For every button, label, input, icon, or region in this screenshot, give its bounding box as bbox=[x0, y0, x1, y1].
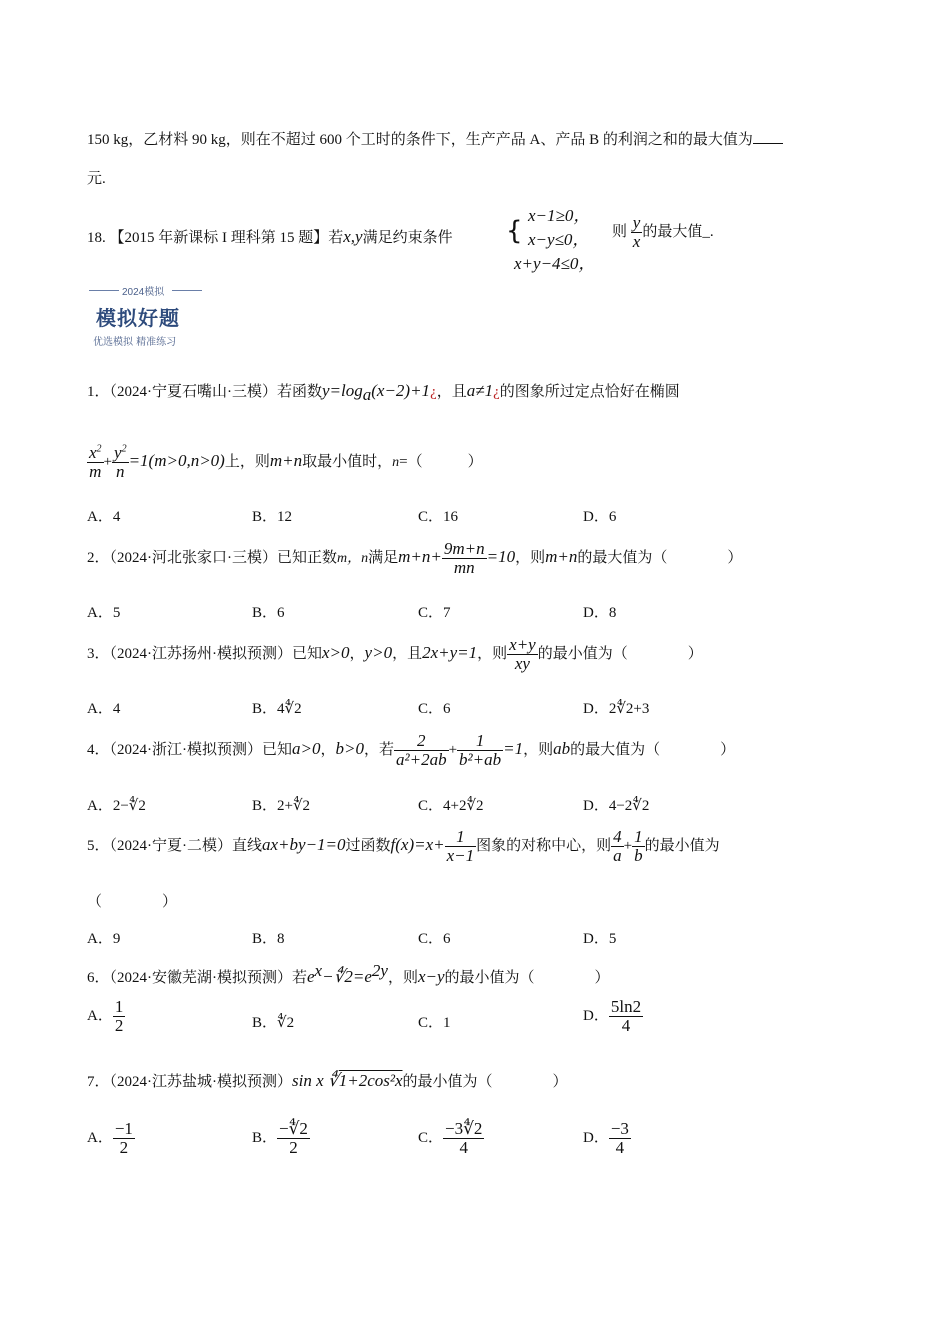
p4-fraction-2: $\frac{1}{\text{b²+ab}}$ bbox=[459, 731, 502, 769]
p5-fraction-f: $\frac{1}{x-1}$ bbox=[446, 827, 475, 865]
problem-1-stem-2: $\frac{x^2}{m}$ + $\frac{y^2}{n}$ =1(m>0,n>0)上，则m+n取最小值时，n=（ ） bbox=[89, 443, 483, 481]
p4-option-a[interactable]: A．2−∜2 bbox=[87, 798, 146, 814]
q18-stem: 18. 【2015 年新课标 I 理科第 15 题】若x,y满足约束条件 bbox=[87, 227, 453, 246]
p2-option-b[interactable]: B．6 bbox=[252, 605, 285, 621]
p7-option-b[interactable]: B． $\frac{-∜2}{2}$ bbox=[252, 1119, 308, 1157]
p7-option-d[interactable]: D． $\frac{-3}{4}$ bbox=[583, 1119, 629, 1157]
problem-2-stem: 2．（2024·河北张家口·三模）已知正数m，n满足m+n+ $\frac{9m+n}{mn}$ =10，则m+n的最大值为（ ） bbox=[87, 539, 743, 577]
problem-1-stem: 1．（2024·宁夏石嘴山·三模）若函数$y=\log_a(x-2)+1¿$，且a≠1¿的图象所过定点恰好在椭圆 bbox=[87, 381, 680, 404]
p3-option-c[interactable]: C．6 bbox=[418, 701, 451, 717]
p7-option-b-frac: $\frac{-∜2}{2}$ bbox=[279, 1119, 308, 1157]
p2-option-a[interactable]: A．5 bbox=[87, 605, 121, 621]
p1-option-b[interactable]: B．12 bbox=[252, 509, 293, 525]
badge-top-text: 2024模拟 bbox=[122, 287, 165, 298]
p7-option-c-frac: $\frac{-3∜2}{4}$ bbox=[445, 1119, 483, 1157]
p1-option-c[interactable]: C．16 bbox=[418, 509, 459, 525]
problem-3-stem: 3．（2024·江苏扬州·模拟预测）已知x>0，y>0，且2x+y=1，则 $\frac{x+y}{xy}$ 的最小值为（ ） bbox=[87, 635, 703, 673]
problem-6-stem: 6．（2024·安徽芜湖·模拟预测）若$e^x-∜2=e^{2y}$，则x−y的最小值为（ ） bbox=[87, 961, 610, 986]
intro-line-1: 150 kg，乙材料 90 kg，则在不超过 600 个工时的条件下，生产产品 A、产品 B 的利润之和的最大值为 bbox=[87, 128, 783, 149]
p5-fraction-b: $\frac{1}{b}$ bbox=[634, 827, 643, 865]
q18-brace: { bbox=[506, 216, 523, 246]
q18-fraction: $\frac{y}{x}$ bbox=[632, 213, 641, 251]
problem-7-stem: 7．（2024·江苏盐城·模拟预测）sin x ∜1+2cos²x的最小值为（ ） bbox=[87, 1071, 568, 1090]
badge-subtitle: 优选模拟 精准练习 bbox=[93, 337, 177, 348]
p7-option-a[interactable]: A． $\frac{-1}{2}$ bbox=[87, 1119, 133, 1157]
p6-option-c[interactable]: C．1 bbox=[418, 1015, 451, 1031]
intro-line-2: 元. bbox=[87, 171, 106, 187]
p3-option-a[interactable]: A．4 bbox=[87, 701, 121, 717]
p1-option-d[interactable]: D．6 bbox=[583, 509, 617, 525]
p6-option-d[interactable]: D． $\frac{5\ln 2}{4}$ bbox=[583, 997, 642, 1035]
p3-option-b[interactable]: B．4∜2 bbox=[252, 701, 302, 717]
p5-answer-paren: （ ） bbox=[87, 894, 178, 910]
p7-option-a-frac: $\frac{-1}{2}$ bbox=[114, 1119, 133, 1157]
badge-line-right bbox=[172, 290, 202, 291]
p4-option-b[interactable]: B．2+∜2 bbox=[252, 798, 311, 814]
p7-option-d-frac: $\frac{-3}{4}$ bbox=[610, 1119, 629, 1157]
q18-constraint-1: x−1≥0， bbox=[528, 206, 591, 225]
p7-option-c[interactable]: C． $\frac{-3∜2}{4}$ bbox=[418, 1119, 483, 1157]
p5-option-a[interactable]: A．9 bbox=[87, 931, 121, 947]
q18-constraint-2: x−y≤0， bbox=[528, 230, 590, 249]
p1-frac-x: $\frac{x^2}{m}$ bbox=[89, 443, 102, 481]
q18-constraint-3: x+y−4≤0， bbox=[514, 254, 596, 273]
answer-blank bbox=[753, 129, 783, 144]
p5-fraction-a: $\frac{4}{a}$ bbox=[613, 827, 622, 865]
p5-option-b[interactable]: B．8 bbox=[252, 931, 285, 947]
p2-option-d[interactable]: D．8 bbox=[583, 605, 617, 621]
problem-4-stem: 4．（2024·浙江·模拟预测）已知a>0，b>0，若 $\frac{2}{\text{a²+2ab}}$ + $\frac{1}{\text{b²+ab}}$ =1，则ab的最大值为（ ） bbox=[87, 731, 736, 769]
p3-option-d[interactable]: D．2∜2+3 bbox=[583, 701, 650, 717]
p6-option-d-frac: $\frac{5\ln 2}{4}$ bbox=[610, 997, 642, 1035]
p5-option-d[interactable]: D．5 bbox=[583, 931, 617, 947]
problem-5-stem: 5．（2024·宁夏·二模）直线ax+by−1=0过函数f(x)=x+ $\frac{1}{x-1}$ 图象的对称中心，则 $\frac{4}{a}$ + $\frac{1}{b}$ 的最小值为 bbox=[87, 827, 720, 865]
p3-fraction: $\frac{x+y}{xy}$ bbox=[509, 635, 536, 673]
p5-option-c[interactable]: C．6 bbox=[418, 931, 451, 947]
q18-tail: 则 $\frac{y}{x}$ 的最大值_. bbox=[612, 213, 714, 251]
p2-option-c[interactable]: C．7 bbox=[418, 605, 451, 621]
p2-fraction: $\frac{9m+n}{mn}$ bbox=[443, 539, 485, 577]
p1-frac-y: $\frac{y^2}{n}$ bbox=[114, 443, 127, 481]
p6-option-b[interactable]: B．∜2 bbox=[252, 1015, 295, 1031]
badge-line-left bbox=[89, 290, 119, 291]
p6-option-a-frac: $\frac{1}{2}$ bbox=[114, 997, 124, 1035]
p1-option-a[interactable]: A．4 bbox=[87, 509, 121, 525]
p4-fraction-1: $\frac{2}{\text{a²+2ab}}$ bbox=[396, 731, 447, 769]
p4-option-d[interactable]: D．4−2∜2 bbox=[583, 798, 650, 814]
p6-option-a[interactable]: A． $\frac{1}{2}$ bbox=[87, 997, 124, 1035]
badge-title: 模拟好题 bbox=[96, 306, 180, 330]
p4-option-c[interactable]: C．4+2∜2 bbox=[418, 798, 484, 814]
